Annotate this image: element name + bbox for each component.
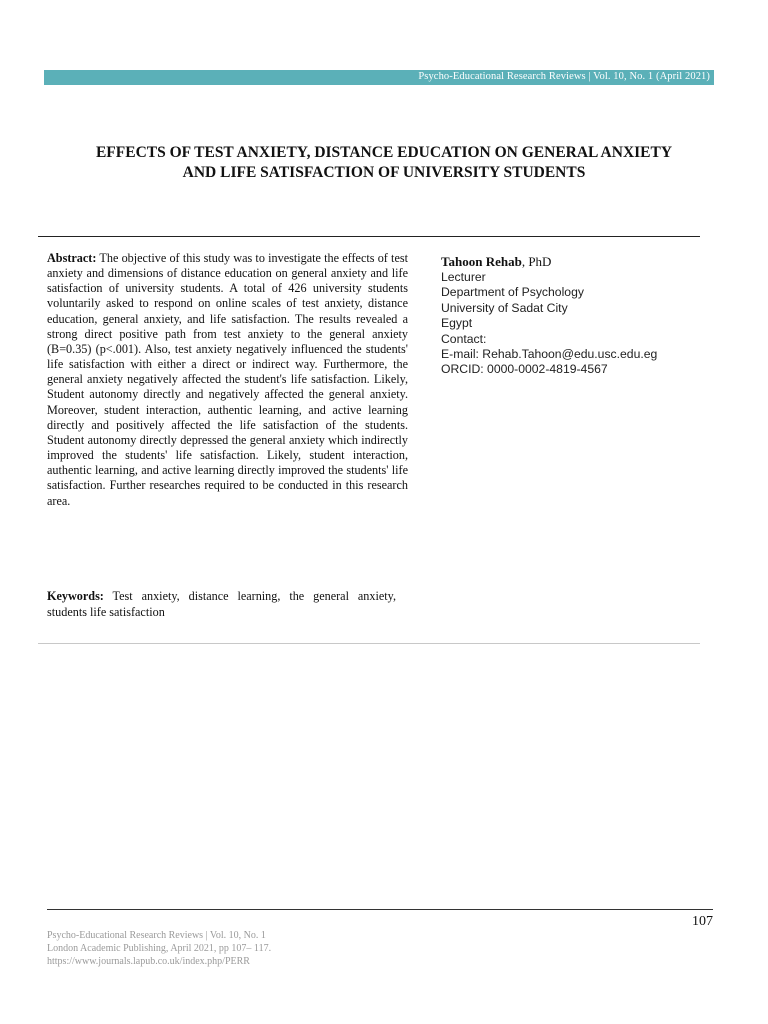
keywords: [47, 589, 396, 620]
author-university: University of Sadat City: [441, 300, 568, 315]
paper-title: [30, 143, 738, 183]
footer-publisher: London Academic Publishing, April 2021, pp 107– 117.: [47, 943, 272, 954]
author-contact-label: Contact:: [441, 331, 487, 346]
author-name: Tahoon Rehab: [441, 254, 522, 269]
header-band: [44, 70, 714, 85]
footer-divider: [47, 909, 713, 910]
author-country: Egypt: [441, 316, 473, 331]
paper-title-line-2: AND LIFE SATISFACTION OF UNIVERSITY STUDENTS: [182, 164, 586, 181]
footer-journal: Psycho-Educational Research Reviews | Vol. 10, No. 1: [47, 930, 266, 941]
abstract-label: Abstract:: [47, 251, 97, 265]
abstract-text: The objective of this study was to investigate the effects of test anxiety and dimensions of distance education on general anxiety and life satisfaction of university students. A total of 426 university students voluntarily asked to respond on online scales of test anxiety, distance education, general anxiety, and life satisfaction. The results revealed a strong direct positive path from test anxiety to the general anxiety (B=0.35) (p<.001). Also, test anxiety negatively influenced the students' life satisfaction with either a direct or indirect way. Furthermore, the general anxiety negatively affected the student's life satisfaction. Likely, Student autonomy directly and negatively affected the general anxiety. Moreover, student interaction, authentic learning, and active learning directly and positively affected the life satisfaction of the students. Student autonomy directly depressed the general anxiety which indirectly improved the students' life satisfaction. Likely, student interaction, authentic learning, and active learning directly improved the students' life satisfaction. Further researches required to be conducted in this research area.: [47, 251, 408, 508]
abstract: [47, 251, 408, 509]
running-head: Psycho-Educational Research Reviews | Vol. 10, No. 1 (April 2021): [418, 71, 710, 82]
page-number: 107: [692, 914, 713, 929]
paper-title-line-1: EFFECTS OF TEST ANXIETY, DISTANCE EDUCATION ON GENERAL ANXIETY: [95, 144, 673, 161]
author-orcid: ORCID: 0000-0002-4819-4567: [441, 362, 608, 377]
author-department: Department of Psychology: [441, 285, 584, 300]
footer-citation: [47, 929, 447, 968]
top-divider: [38, 236, 700, 237]
author-email: E-mail: Rehab.Tahoon@edu.usc.edu.eg: [441, 347, 658, 362]
author-degree: , PhD: [521, 254, 552, 269]
footer-url: https://www.journals.lapub.co.uk/index.php/PERR: [47, 956, 250, 967]
author-info: [441, 253, 731, 378]
author-name-line: [441, 253, 731, 270]
author-position: Lecturer: [441, 270, 486, 284]
section-divider: [38, 643, 700, 644]
keywords-text: Test anxiety, distance learning, the general anxiety, students life satisfaction: [47, 589, 396, 619]
keywords-label: Keywords:: [47, 589, 104, 603]
